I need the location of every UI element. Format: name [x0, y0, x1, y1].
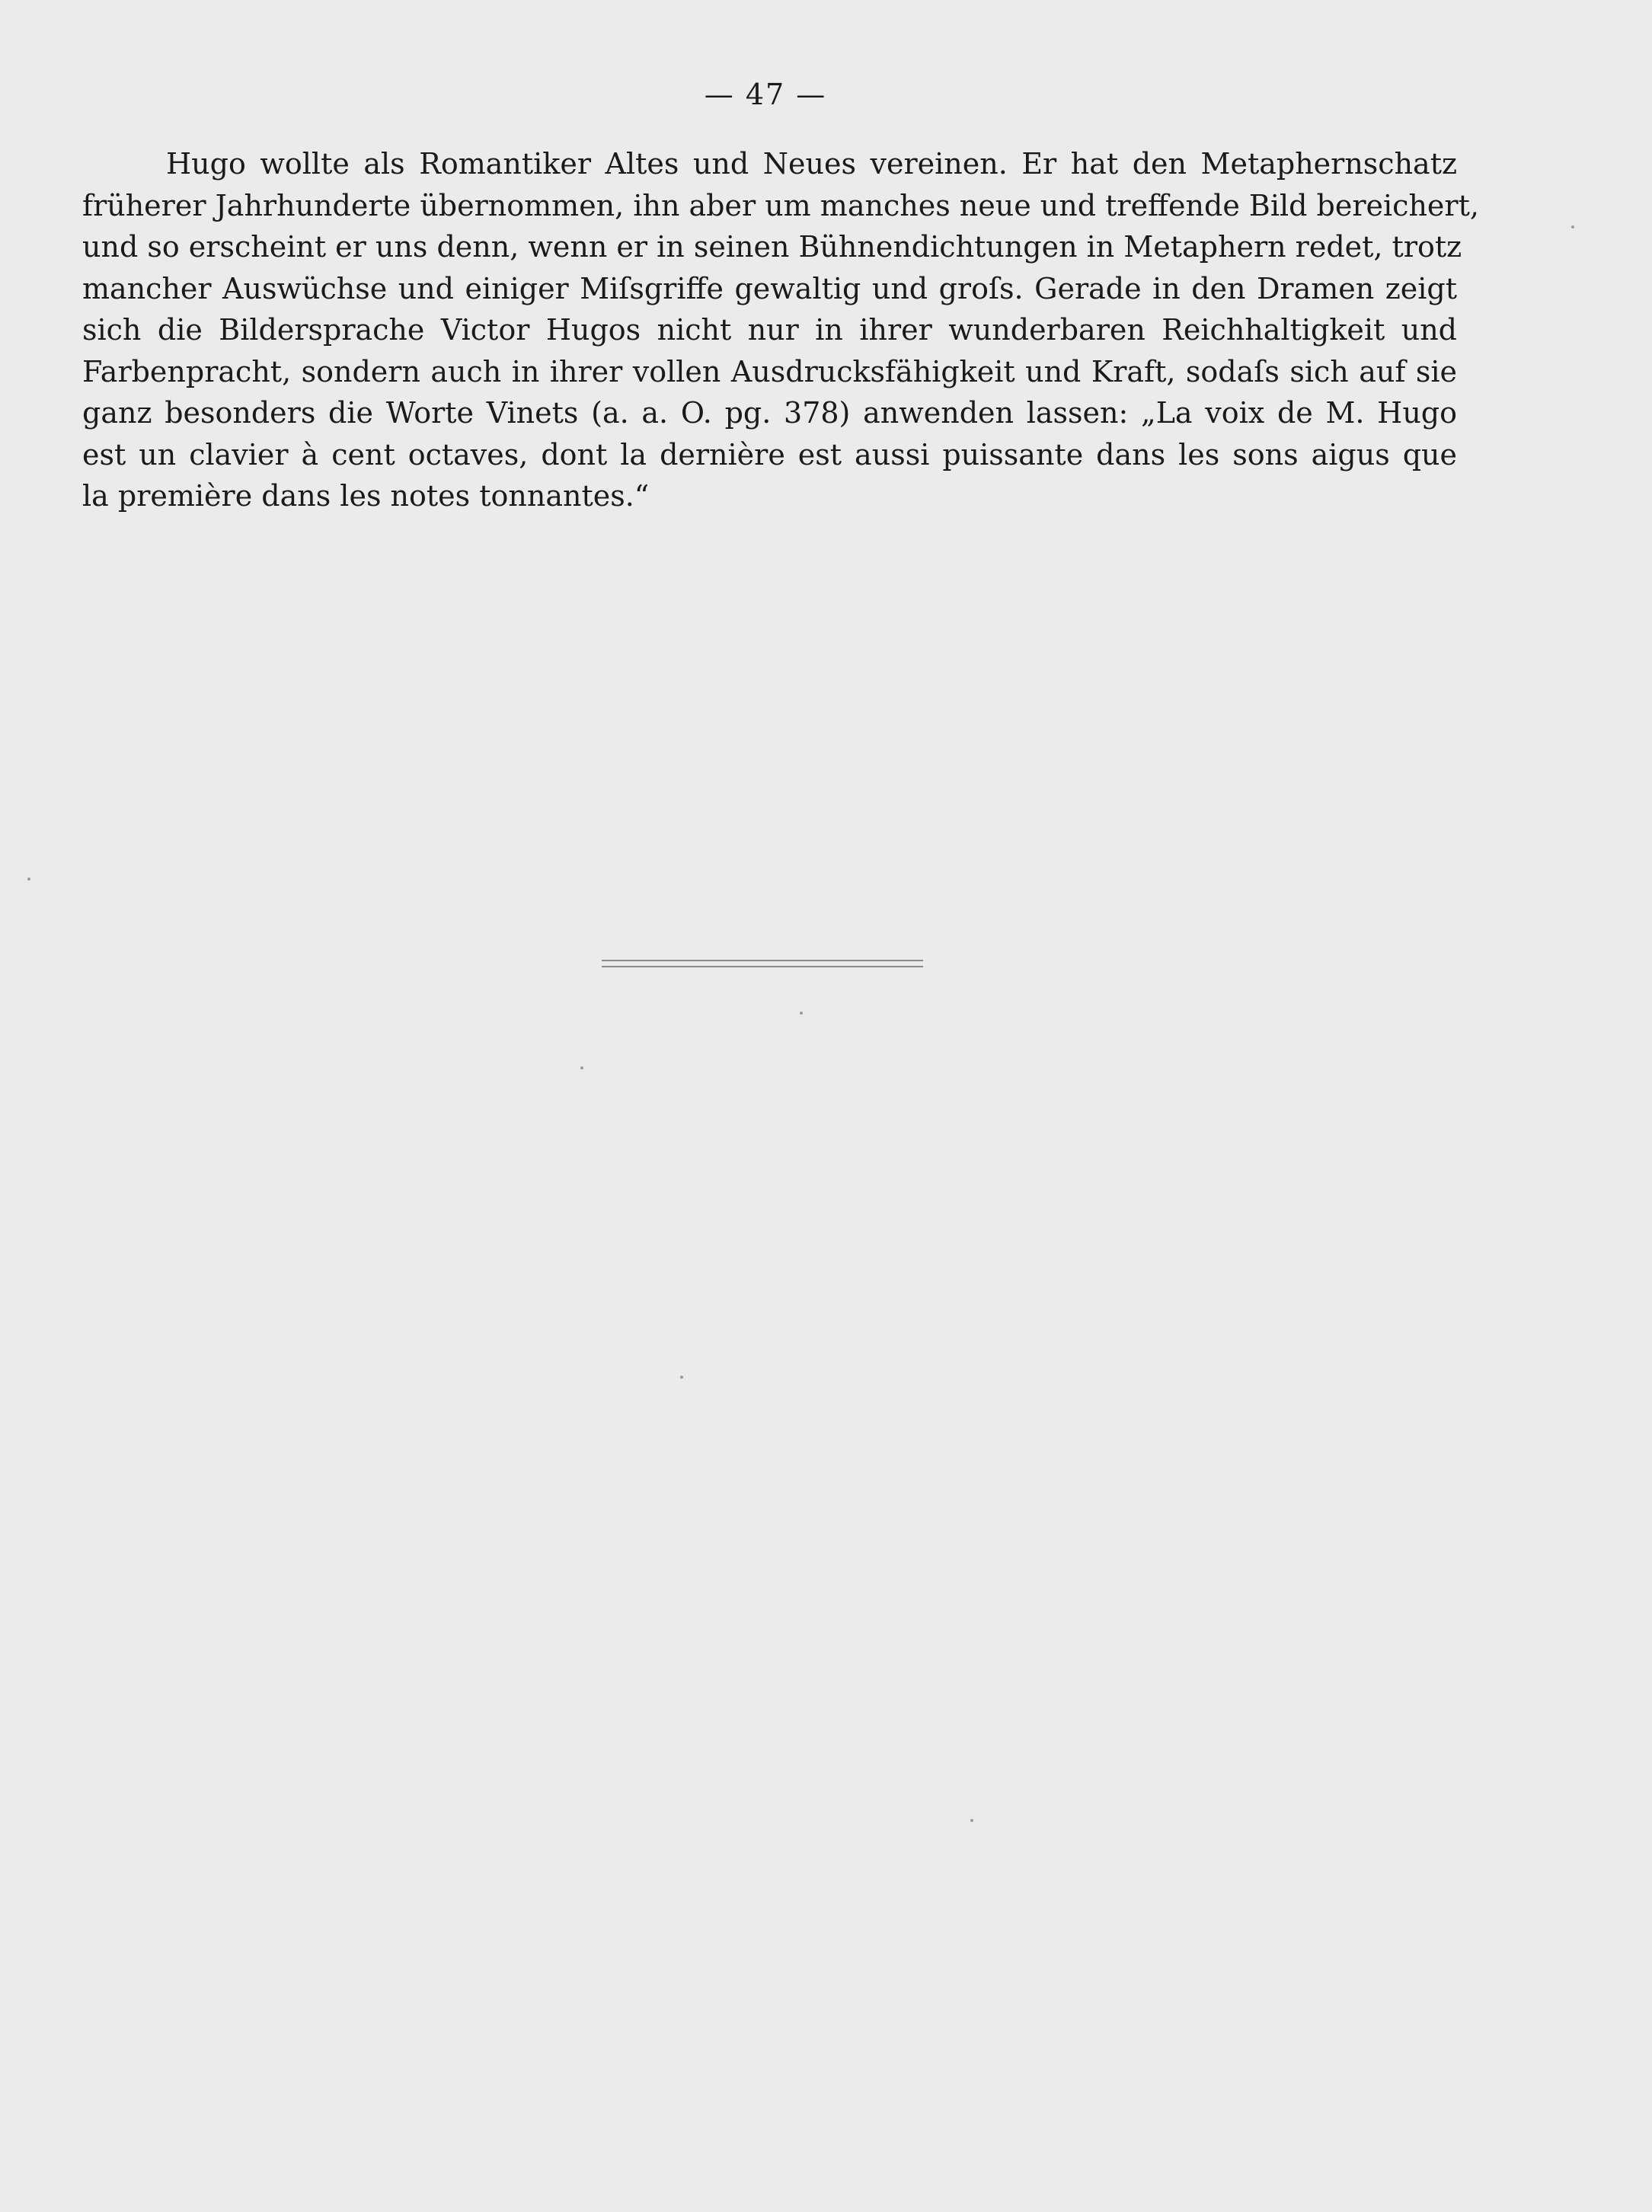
text-line: früherer Jahrhunderte übernommen, ihn aber um manches neue und treffende Bild bereichert, [82, 188, 1479, 222]
text-line: la première dans les notes tonnantes.“ [82, 479, 650, 513]
paper-speck [970, 1819, 973, 1822]
body-paragraph [82, 143, 1479, 517]
section-divider-rule [602, 960, 923, 967]
text-line: ganz besonders die Worte Vinets (a. a. O. pg. 378) anwenden lassen: „La voix de M. Hugo [82, 396, 1457, 430]
text-line: mancher Auswüchse und einiger Miſsgriffe gewaltig und groſs. Gerade in den Dramen zeigt [82, 271, 1457, 305]
paper-speck [800, 1012, 803, 1015]
paper-speck [27, 877, 30, 881]
text-line: Farbenpracht, sondern auch in ihrer vollen Ausdrucksfähigkeit und Kraft, sodaſs sich auf sie [82, 354, 1457, 388]
text-line: Hugo wollte als Romantiker Altes und Neues vereinen. Er hat den Metaphernschatz [166, 147, 1457, 181]
page-number: — 47 — [704, 78, 827, 111]
paper-speck [680, 1376, 683, 1379]
text-line: sich die Bildersprache Victor Hugos nicht nur in ihrer wunderbaren Reichhaltigkeit und [82, 313, 1457, 347]
paper-speck [1571, 225, 1574, 229]
paper-speck [580, 1066, 583, 1069]
text-line: und so erscheint er uns denn, wenn er in seinen Bühnendichtungen in Metaphern redet, trotz [82, 230, 1462, 264]
text-line: est un clavier à cent octaves, dont la dernière est aussi puissante dans les sons aigus que [82, 437, 1457, 471]
